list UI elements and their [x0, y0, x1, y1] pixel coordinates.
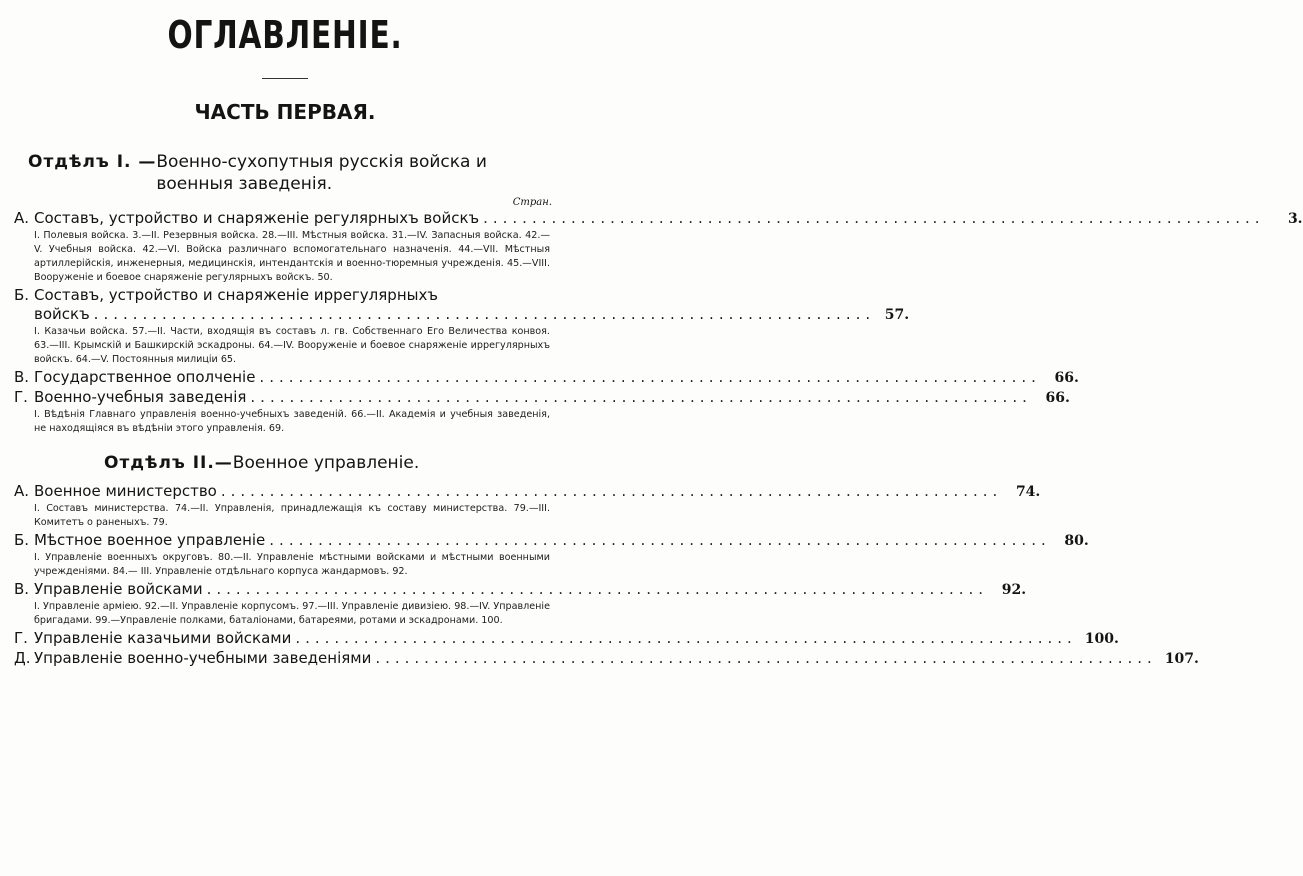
entry-letter: Д.	[14, 649, 31, 667]
entry-title: Военное министерство	[34, 482, 217, 500]
page-column-header: Стран.	[512, 197, 552, 208]
toc-entry[interactable]	[14, 580, 1027, 628]
entry-title: Управленіе военно-учебными заведеніями	[34, 649, 372, 667]
entry-title: Составъ, устройство и снаряженіе регулярныхъ войскъ	[34, 209, 480, 227]
entry-subitems: I. Вѣдѣнія Главнаго управленія военно-учебныхъ заведеній. 66.—II. Академія и учебныя заведенія, не находящіяся въ вѣдѣніи этого управленія. 69.	[34, 409, 550, 434]
toc-entry[interactable]	[14, 482, 1041, 530]
toc-entry[interactable]	[14, 649, 1199, 669]
entry-letter: Б.	[14, 286, 30, 304]
entry-page: 3.	[1287, 211, 1303, 227]
entry-page: 74.	[1015, 484, 1041, 500]
section-number: Отдѣлъ II.—	[104, 453, 233, 473]
entry-title-continued: войскъ	[34, 305, 90, 323]
entry-title: Мѣстное военное управленіе	[34, 531, 266, 549]
entry-title: Управленіе казачьими войсками	[34, 629, 292, 647]
dot-leader: ................................................................................	[220, 482, 1003, 500]
entry-title: Государственное ополченіе	[34, 368, 256, 386]
section-heading-1	[14, 151, 556, 195]
entry-letter: А.	[14, 209, 30, 227]
dot-leader: ................................................................................	[259, 368, 1041, 386]
entry-page: 57.	[884, 307, 910, 323]
entry-letter: А.	[14, 482, 30, 500]
toc-entry[interactable]	[14, 388, 1070, 436]
dot-leader: ................................................................................	[206, 580, 989, 598]
entry-letter: Б.	[14, 531, 30, 549]
dot-leader: ................................................................................	[250, 388, 1032, 406]
dot-leader: ................................................................................	[375, 649, 1157, 667]
entry-title: Управленіе войсками	[34, 580, 203, 598]
toc-entry[interactable]	[14, 286, 910, 367]
entry-letter: В.	[14, 580, 30, 598]
toc-entry[interactable]	[14, 629, 1119, 649]
toc-entry[interactable]	[14, 368, 1079, 388]
section-number: Отдѣлъ I. —	[28, 152, 157, 172]
section-heading-2	[14, 452, 556, 474]
dot-leader: ................................................................................	[483, 209, 1265, 227]
toc-entry[interactable]	[14, 531, 1089, 579]
dot-leader: ................................................................................	[93, 305, 876, 323]
entry-subitems: I. Составъ министерства. 74.—II. Управленія, принадлежащія къ составу министерства. 79.—III. Комитетъ о раненыхъ. 79.	[34, 503, 550, 528]
entry-title: Составъ, устройство и снаряженіе иррегулярныхъ	[34, 286, 438, 304]
entry-subitems: I. Полевыя войска. 3.—II. Резервныя войска. 28.—III. Мѣстныя войска. 31.—IV. Запасныя войска. 42.—V. Учебныя войска. 42.—VI. Войска различнаго вспомогательнаго назначенія. 44.—VII. Мѣстныя артиллерійскія, инженерныя, медицинскія, интендантскія и военно-тюремныя учрежденія. 45.—VIII. Вооруженіе и боевое снаряженіе регулярныхъ войскъ. 50.	[34, 230, 550, 283]
entry-letter: Г.	[14, 629, 28, 647]
entry-title: Военно-учебныя заведенія	[34, 388, 247, 406]
dot-leader: ................................................................................	[269, 531, 1051, 549]
entry-letter: В.	[14, 368, 30, 386]
title-rule	[262, 78, 308, 79]
entry-page: 92.	[1001, 582, 1027, 598]
entry-page: 107.	[1164, 651, 1199, 667]
section-title: Военное управленіе.	[232, 453, 420, 473]
entry-subitems: I. Казачьи войска. 57.—II. Части, входящія въ составъ л. гв. Собственнаго Его Величества конвоя. 63.—III. Крымскій и Башкирскій эскадроны. 64.—IV. Вооруженіе и боевое снаряженіе иррегулярныхъ войскъ. 64.—V. Постоянныя милиціи 65.	[34, 326, 550, 365]
entry-letter: Г.	[14, 388, 28, 406]
part-heading: ЧАСТЬ ПЕРВАЯ.	[194, 100, 376, 124]
entry-page: 66.	[1045, 390, 1070, 406]
entry-page: 100.	[1084, 631, 1119, 647]
dot-leader: ................................................................................	[295, 629, 1077, 647]
page-title: ОГЛАВЛЕНІЕ.	[167, 13, 403, 57]
entry-page: 66.	[1054, 370, 1079, 386]
entry-page: 80.	[1064, 533, 1089, 549]
entry-subitems: I. Управленіе арміею. 92.—II. Управленіе корпусомъ. 97.—III. Управленіе дивизіею. 98.—IV. Управленіе бригадами. 99.—Управленіе полками, баталіонами, батареями, ротами и эскадронами. 100.	[34, 601, 550, 626]
entry-subitems: I. Управленіе военныхъ округовъ. 80.—II. Управленіе мѣстными войсками и мѣстными военными учрежденіями. 84.— III. Управленіе отдѣльнаго корпуса жандармовъ. 92.	[34, 552, 550, 577]
section-title: Военно-сухопутныя русскія войска и военныя заведенія.	[156, 152, 487, 194]
toc-entry[interactable]	[14, 209, 1303, 285]
